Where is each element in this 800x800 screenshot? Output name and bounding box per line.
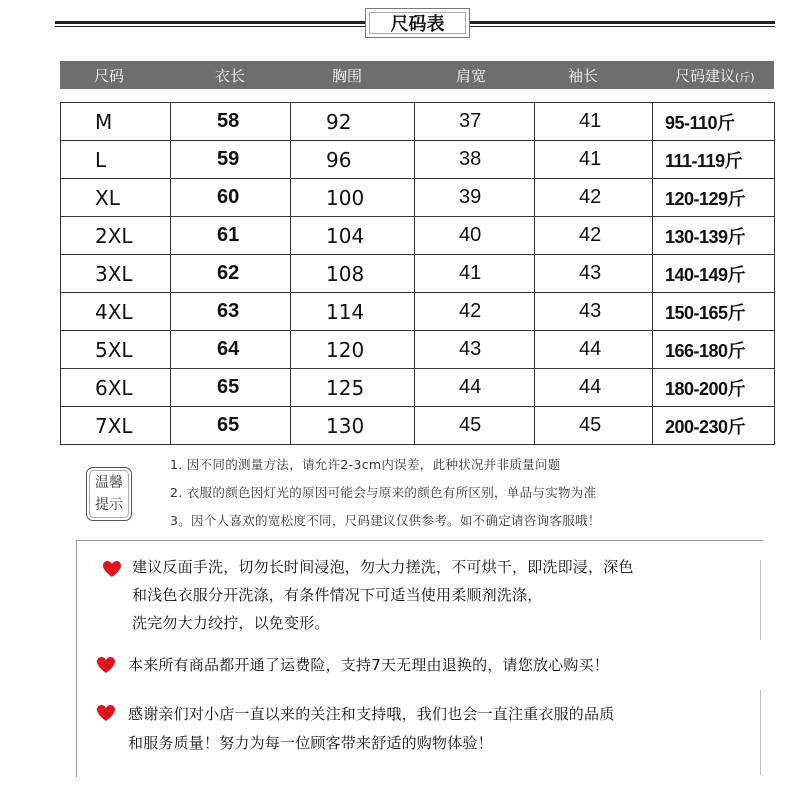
cell-sleeve: 42 [535,179,653,217]
table-row [61,179,775,217]
header-recommendation [675,65,755,86]
table-row [61,141,775,179]
table-row [61,103,775,141]
cell-recommendation: 180-200斤 [653,369,775,407]
cell-length: 60 [171,179,291,217]
header-chest: 胸围 [332,67,363,85]
table-row [61,255,775,293]
cell-size: 4XL [61,293,171,331]
cell-size: 3XL [61,255,171,293]
header-shoulder: 肩宽 [456,67,487,85]
title-rule-right [470,21,775,24]
care-item-2-line-1: 本来所有商品都开通了运费险，支持7天无理由退换的，请您放心购买！ [128,656,609,674]
size-table [60,102,775,445]
header-recommendation-label: 尺码建议 [675,67,736,85]
cell-shoulder: 42 [415,293,535,331]
page-title [365,8,470,38]
table-row [61,369,775,407]
cell-chest: 125 [291,369,415,407]
cell-shoulder: 38 [415,141,535,179]
cell-chest: 96 [291,141,415,179]
cell-length: 65 [171,369,291,407]
cell-recommendation: 120-129斤 [653,179,775,217]
cell-length: 65 [171,407,291,445]
header-size: 尺码 [94,67,125,85]
table-row [61,217,775,255]
cell-length: 61 [171,217,291,255]
cell-sleeve: 43 [535,293,653,331]
cell-sleeve: 43 [535,255,653,293]
table-row [61,331,775,369]
title-rule-right-thin [470,26,775,27]
tip-item-2: 2. 衣服的颜色因灯光的原因可能会与原来的颜色有所区别，单品与实物为准 [170,485,597,500]
cell-size: 6XL [61,369,171,407]
cell-chest: 114 [291,293,415,331]
cell-sleeve: 41 [535,141,653,179]
cell-length: 58 [171,103,291,141]
care-item-3-line-2: 和服务质量！努力为每一位顾客带来舒适的购物体验！ [128,734,493,752]
cell-recommendation: 95-110斤 [653,103,775,141]
cell-chest: 104 [291,217,415,255]
cell-recommendation: 111-119斤 [653,141,775,179]
cell-size: XL [61,179,171,217]
page-title-text: 尺码表 [390,14,445,35]
cell-length: 64 [171,331,291,369]
cell-recommendation: 150-165斤 [653,293,775,331]
care-item-3-line-1: 感谢亲们对小店一直以来的关注和支持哦，我们也会一直注重衣服的品质 [128,705,615,723]
cell-shoulder: 45 [415,407,535,445]
care-item-1-line-3: 洗完勿大力绞拧，以免变形。 [132,614,330,632]
cell-chest: 92 [291,103,415,141]
tip-item-3: 3。因个人喜欢的宽松度不同，尺码建议仅供参考。如不确定请咨询客服哦！ [170,513,601,528]
cell-shoulder: 44 [415,369,535,407]
header-sleeve: 袖长 [568,67,599,85]
cell-shoulder: 37 [415,103,535,141]
care-box-edge [760,560,761,640]
cell-shoulder: 40 [415,217,535,255]
cell-size: 5XL [61,331,171,369]
cell-size: 7XL [61,407,171,445]
cell-chest: 120 [291,331,415,369]
table-row [61,407,775,445]
tip-item-1: 1. 因不同的测量方法，请允许2-3cm内误差，此种状况并非质量问题 [170,457,561,472]
header-length: 衣长 [215,67,246,85]
care-item-1-line-1: 建议反面手洗，切勿长时间浸泡，勿大力搓洗，不可烘干，即洗即浸，深色 [132,558,634,576]
tips-badge [86,467,132,521]
cell-sleeve: 45 [535,407,653,445]
cell-size: 2XL [61,217,171,255]
heart-icon [96,704,116,722]
care-item-1-line-2: 和浅色衣服分开洗涤，有条件情况下可适当使用柔顺剂洗涤， [132,586,543,604]
cell-size: M [61,103,171,141]
care-box-edge [760,690,761,775]
cell-sleeve: 44 [535,331,653,369]
title-rule-left [55,21,365,24]
cell-sleeve: 41 [535,103,653,141]
cell-length: 63 [171,293,291,331]
cell-recommendation: 166-180斤 [653,331,775,369]
header-unit-note: (斤) [735,71,755,84]
cell-shoulder: 43 [415,331,535,369]
cell-length: 62 [171,255,291,293]
title-rule-left-thin [55,26,365,27]
cell-chest: 108 [291,255,415,293]
table-header [60,61,774,89]
table-row [61,293,775,331]
tips-badge-line2: 提示 [95,497,123,513]
heart-icon [102,560,122,578]
cell-recommendation: 200-230斤 [653,407,775,445]
cell-length: 59 [171,141,291,179]
cell-sleeve: 42 [535,217,653,255]
cell-shoulder: 41 [415,255,535,293]
cell-recommendation: 140-149斤 [653,255,775,293]
cell-sleeve: 44 [535,369,653,407]
cell-chest: 130 [291,407,415,445]
cell-recommendation: 130-139斤 [653,217,775,255]
cell-shoulder: 39 [415,179,535,217]
cell-chest: 100 [291,179,415,217]
tips-badge-line1: 温馨 [95,475,123,491]
heart-icon [96,656,116,674]
cell-size: L [61,141,171,179]
